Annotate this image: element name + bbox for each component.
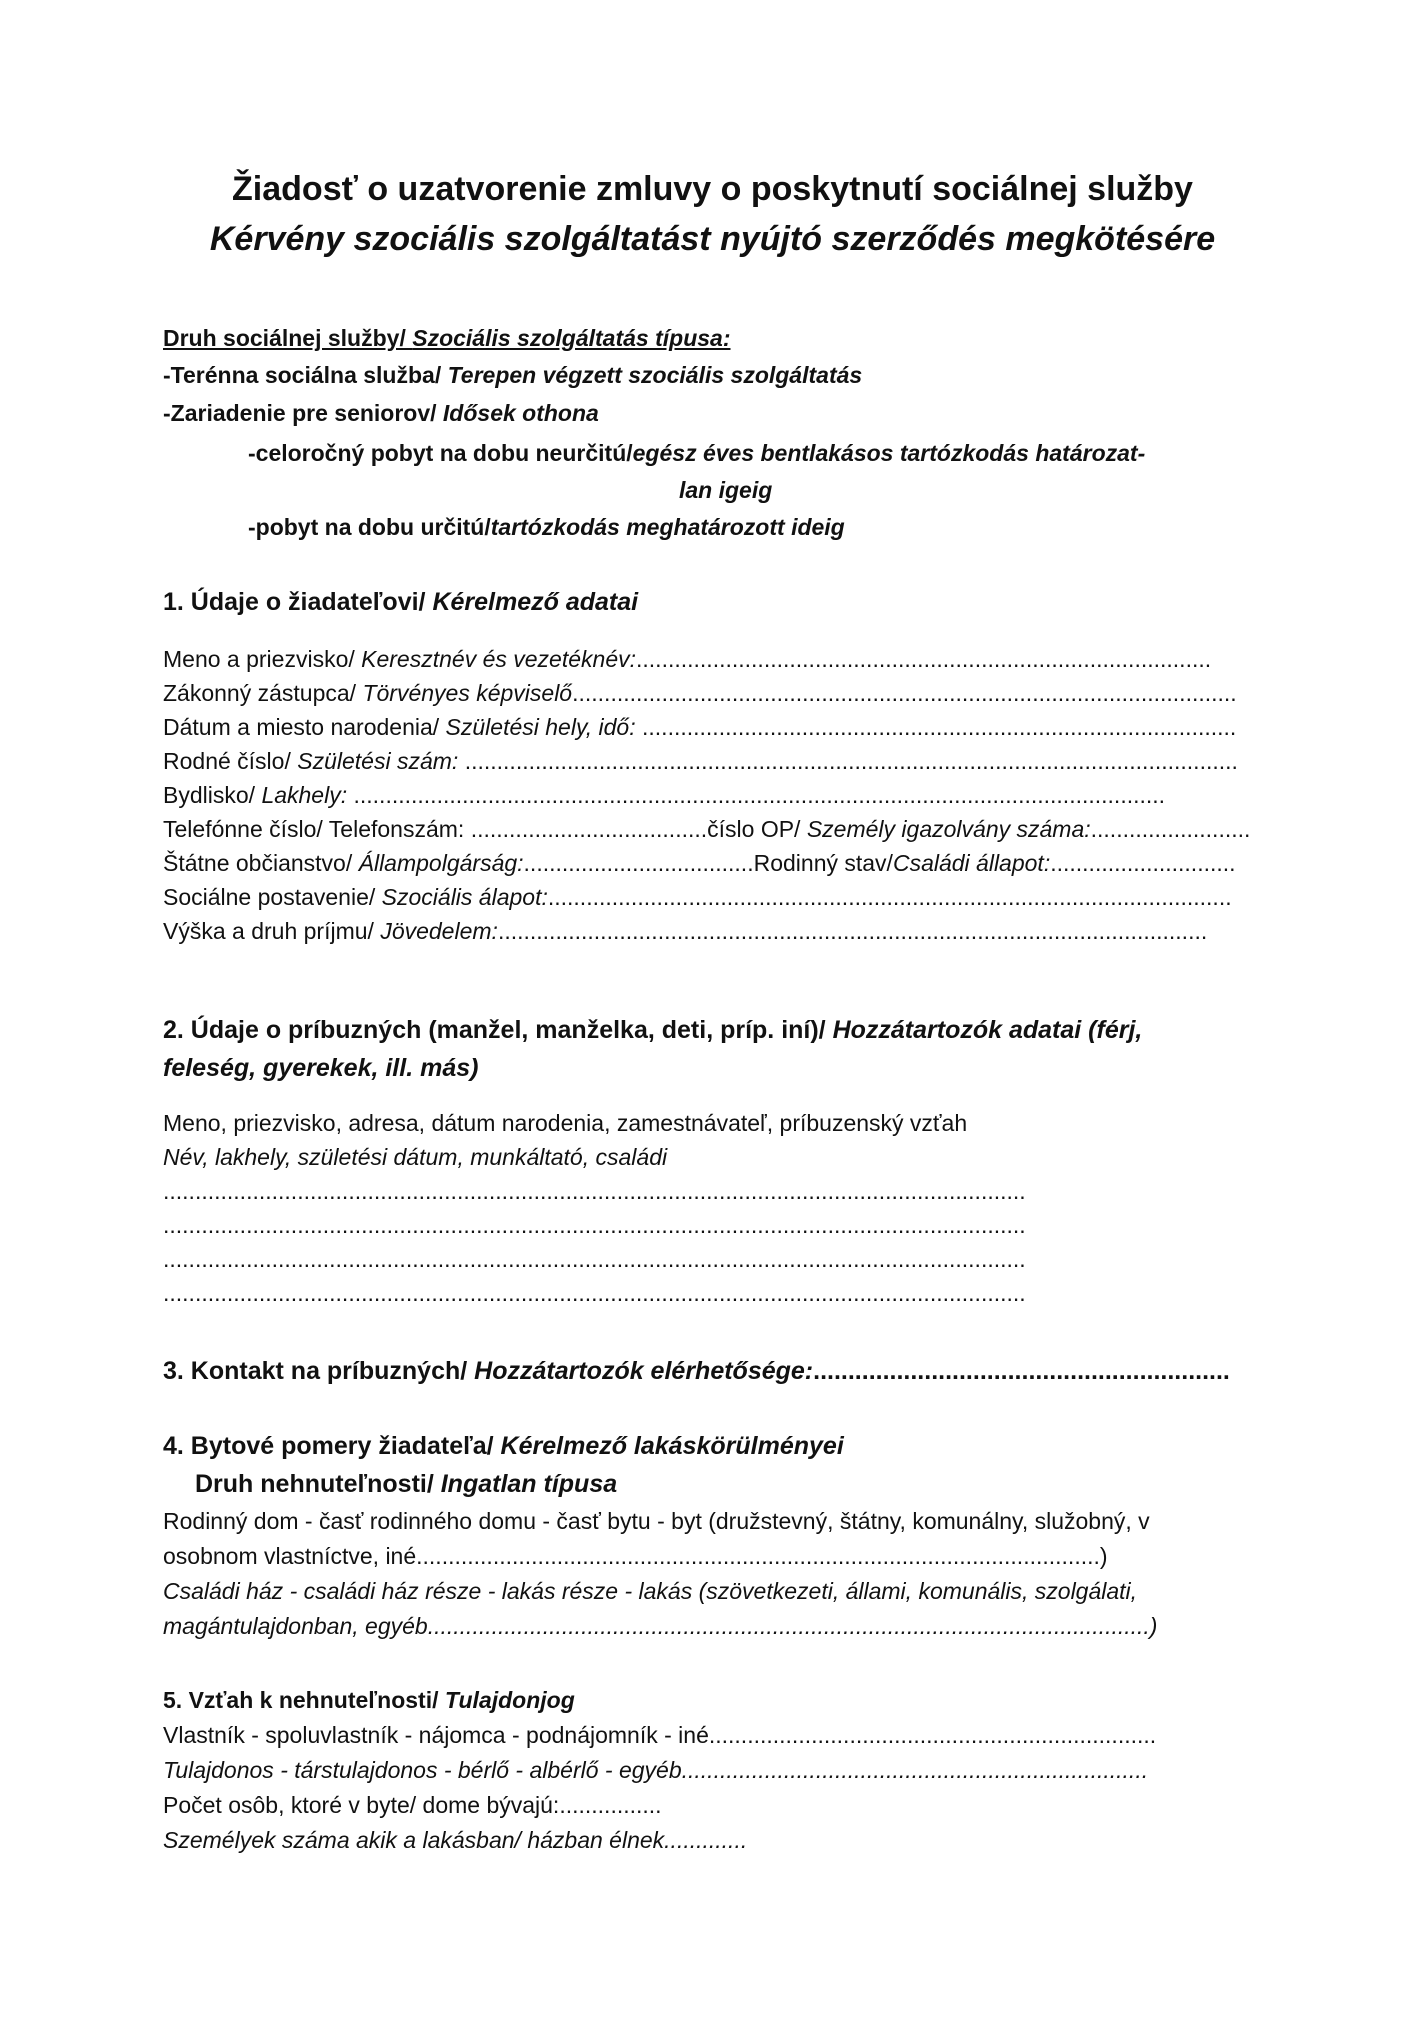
field-address-label-hu: Lakhely:	[261, 782, 354, 808]
service-type-heading-hu: Szociális szolgáltatás típusa:	[412, 325, 731, 351]
option-senior-home	[163, 400, 599, 427]
field-guardian-label-sk: Zákonný zástupca/	[163, 680, 363, 706]
field-phone-and-id-card	[163, 816, 1250, 843]
field-birth-blank[interactable]: .............................................................................................	[642, 714, 1237, 740]
title-slovak: Žiadosť o uzatvorenie zmluvy o poskytnutí sociálnej služby	[232, 170, 1193, 208]
property-type-hu-line1: Családi ház - családi ház része - lakás része - lakás (szövetkezeti, állami, komunális, szolgálati,	[163, 1578, 1138, 1604]
field-social-status-blank[interactable]: ...........................................................................................................	[547, 884, 1232, 910]
section2-columns-hu: Név, lakhely, születési dátum, munkáltató, családi	[163, 1144, 668, 1170]
section3-heading-sk: 3. Kontakt na príbuzných/	[163, 1357, 475, 1385]
option-field-service-hu: Terepen végzett szociális szolgáltatás	[447, 362, 863, 388]
field-address	[163, 782, 1165, 809]
section4-subheading-sk: Druh nehnuteľnosti/	[195, 1470, 441, 1498]
property-type-sk-line2[interactable]: osobnom vlastníctve, iné...........................................................................................................)	[163, 1543, 1108, 1569]
field-name-label-hu: Keresztnév és vezetéknév:	[361, 646, 637, 672]
field-birth-label-sk: Dátum a miesto narodenia/	[163, 714, 446, 740]
section4-subheading-hu: Ingatlan típusa	[440, 1470, 618, 1498]
ownership-hu[interactable]: Tulajdonos - társtulajdonos - bérlő - albérlő - egyéb.........................................................................	[163, 1757, 1149, 1783]
relatives-blank-line-1[interactable]: .......................................................................................................................................	[163, 1178, 1026, 1204]
section4-heading-hu: Kérelmező lakáskörülményei	[500, 1432, 844, 1460]
property-type-hu-line2[interactable]: magántulajdonban, egyéb.................................................................................................................)	[163, 1613, 1158, 1639]
field-name-label-sk: Meno a priezvisko/	[163, 646, 362, 672]
persons-count-hu[interactable]: Személyek száma akik a lakásban/ házban élnek.............	[163, 1827, 748, 1853]
section3-heading-hu: Hozzátartozók elérhetősége:	[474, 1357, 814, 1385]
section5-heading-hu: Tulajdonjog	[444, 1687, 575, 1713]
section4-heading	[163, 1432, 844, 1461]
service-type-heading-sk: Druh sociálnej služby/	[163, 325, 413, 351]
field-birth-label-hu: Születési hely, idő:	[445, 714, 643, 740]
field-social-status	[163, 884, 1232, 911]
section2-heading-sk: 2. Údaje o príbuzných (manžel, manželka, deti, príp. iní)/	[163, 1016, 833, 1044]
field-marital-label-sk: Rodinný stav/	[753, 850, 893, 876]
field-phone-label: Telefónne číslo/ Telefonszám:	[163, 816, 471, 842]
field-id-card-label-sk: číslo OP/	[707, 816, 807, 842]
option-yearround-stay-hu-cont: lan igeig	[679, 477, 773, 503]
relatives-blank-line-2[interactable]: .......................................................................................................................................	[163, 1212, 1026, 1238]
field-name-blank[interactable]: ..........................................................................................	[636, 646, 1212, 672]
section4-heading-sk: 4. Bytové pomery žiadateľa/	[163, 1432, 501, 1460]
section1-heading-hu: Kérelmező adatai	[432, 588, 639, 616]
option-field-service-sk: -Terénna sociálna služba/	[163, 362, 448, 388]
section2-columns-sk: Meno, priezvisko, adresa, dátum narodenia, zamestnávateľ, príbuzenský vzťah	[163, 1110, 968, 1136]
section2-heading-hu: Hozzátartozók adatai (férj,	[832, 1016, 1143, 1044]
field-income-blank[interactable]: ...............................................................................................................	[497, 918, 1208, 944]
option-fixed-stay-hu: tartózkodás meghatározott ideig	[490, 514, 845, 540]
section2-heading-hu-cont: feleség, gyerekek, ill. más)	[163, 1054, 479, 1082]
field-guardian	[163, 680, 1237, 707]
relatives-contact-blank[interactable]: ............................................................	[813, 1357, 1230, 1385]
field-citizenship-blank[interactable]: ....................................	[523, 850, 754, 876]
field-citizenship-and-marital	[163, 850, 1236, 877]
field-income-label-sk: Výška a druh príjmu/	[163, 918, 381, 944]
field-id-card-label-hu: Személy igazolvány száma:	[806, 816, 1091, 842]
ownership-sk[interactable]: Vlastník - spoluvlastník - nájomca - podnájomník - iné......................................................................	[163, 1722, 1157, 1748]
section1-heading	[163, 588, 638, 617]
persons-count-sk[interactable]: Počet osôb, ktoré v byte/ dome bývajú:................	[163, 1792, 662, 1818]
title-hungarian: Kérvény szociális szolgáltatást nyújtó szerződés megkötésére	[209, 220, 1216, 258]
field-income-label-hu: Jövedelem:	[380, 918, 498, 944]
option-senior-home-sk: -Zariadenie pre seniorov/	[163, 400, 443, 426]
option-field-service	[163, 362, 862, 389]
field-birth	[163, 714, 1236, 741]
field-income	[163, 918, 1207, 945]
field-id-number-blank[interactable]: .........................................................................................................................	[464, 748, 1238, 774]
field-guardian-blank[interactable]: ........................................................................................................	[572, 680, 1237, 706]
field-marital-label-hu: Családi állapot:	[892, 850, 1051, 876]
property-type-sk-line1: Rodinný dom - časť rodinného domu - časť bytu - byt (družstevný, štátny, komunálny, služobný, v	[163, 1508, 1150, 1534]
option-yearround-stay	[248, 440, 1145, 467]
field-social-status-label-hu: Szociális álapot:	[381, 884, 548, 910]
field-id-card-blank[interactable]: .........................	[1090, 816, 1251, 842]
section5-heading-sk: 5. Vzťah k nehnuteľnosti/	[163, 1687, 445, 1713]
option-yearround-stay-hu: egész éves bentlakásos tartózkodás határozat-	[632, 440, 1146, 466]
field-address-label-sk: Bydlisko/	[163, 782, 262, 808]
section4-subheading	[195, 1470, 617, 1499]
field-id-number-label-sk: Rodné číslo/	[163, 748, 298, 774]
section2-heading	[163, 1016, 1142, 1045]
field-id-number-label-hu: Születési szám:	[297, 748, 465, 774]
field-marital-blank[interactable]: .............................	[1050, 850, 1236, 876]
service-type-heading	[163, 325, 731, 352]
section3-heading	[163, 1357, 1230, 1386]
option-senior-home-hu: Idősek othona	[442, 400, 599, 426]
field-social-status-label-sk: Sociálne postavenie/	[163, 884, 382, 910]
option-fixed-stay	[248, 514, 845, 541]
field-id-number	[163, 748, 1238, 775]
option-yearround-stay-sk: -celoročný pobyt na dobu neurčitú/	[248, 440, 633, 466]
field-citizenship-label-sk: Štátne občianstvo/	[163, 850, 359, 876]
section5-heading	[163, 1687, 575, 1714]
field-phone-blank[interactable]: .....................................	[470, 816, 708, 842]
section1-heading-sk: 1. Údaje o žiadateľovi/	[163, 588, 433, 616]
field-name	[163, 646, 1211, 673]
field-citizenship-label-hu: Állampolgárság:	[358, 850, 524, 876]
option-fixed-stay-sk: -pobyt na dobu určitú/	[248, 514, 491, 540]
field-address-blank[interactable]: ...............................................................................................................................	[353, 782, 1166, 808]
relatives-blank-line-4[interactable]: .......................................................................................................................................	[163, 1280, 1026, 1306]
relatives-blank-line-3[interactable]: .......................................................................................................................................	[163, 1246, 1026, 1272]
field-guardian-label-hu: Törvényes képviselő	[362, 680, 573, 706]
